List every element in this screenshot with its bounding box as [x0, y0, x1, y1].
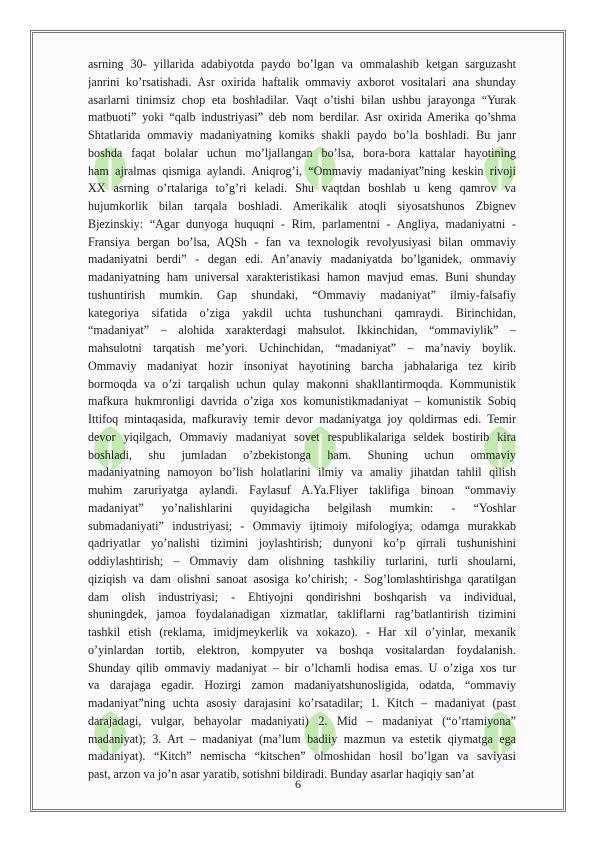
- text-line: dam olish industriyasi; - Ehtiyojni qondirishni boshqarish va individual,: [88, 589, 516, 604]
- text-line: oddiylashtirish; – Ommaviy dam olishning tashkiliy turlarini, turli shoularni,: [88, 554, 516, 568]
- text-line: Ommaviy madaniyat hozir insoniyat hayotining barcha jabhalariga tez kirib: [88, 358, 516, 373]
- text-line: submadaniyati” industriyasi; - Ommaviy ijtimoiy mifologiya; odamga murakkab: [88, 518, 516, 533]
- text-line: asrning 30- yillarida adabiyotda paydo bo’lgan va ommalashib ketgan sarguzasht: [88, 57, 516, 71]
- text-line: tushuntirish mumkin. Gap shundaki, “Ommaviy madaniyat” ilmiy-falsafiy: [88, 287, 516, 302]
- text-line: qiziqish va dam olishni sanoat asosiga ko’chirish; - Sog’lomlashtirishga qaratilgan: [88, 571, 516, 586]
- text-line: hujumkorlik bilan tarqala boshladi. Amerikalik atoqli siyosatshunos Zbignev: [88, 199, 516, 213]
- text-line: madaniyatning ham universal xarakteristikasi hamon mavjud emas. Buni shunday: [88, 270, 516, 284]
- text-line: Fransiya bergan bo’lsa, AQSh - fan va texnologik revolyusiyasi bilan ommaviy: [88, 234, 516, 249]
- text-line: madaniyat); 3. Art – madaniyat (ma’lum badiiy mazmun va estetik qiymatga ega: [88, 731, 516, 746]
- text-line: shuningdek, jamoa foydalanadigan xizmatlar, takliflarni rag’batlantirish tizimini: [88, 607, 516, 622]
- text-line: darajadagi, vulgar, behayolar madaniyati) 2. Mid – madaniyat (“o’rtamiyona”: [88, 713, 516, 728]
- text-line: boshladi, shu jumladan o’zbekistonga ham. Shuning uchun ommaviy: [88, 447, 516, 462]
- text-line: madaniyat). “Kitch” nemischa “kitschen” olmoshidan hosil bo’lgan va saviyasi: [88, 749, 516, 764]
- text-line: va darajaga egadir. Hozirgi zamon madaniyatshunosligida, odatda, “ommaviy: [88, 678, 516, 693]
- text-line: asarlarni tinimsiz chop eta boshladilar. Vaqt o’tishi bilan ushbu jarayonga “Yurak: [88, 92, 516, 107]
- text-line: tashkil etish (reklama, imidjmeykerlik va xokazo). - Har xil o’yinlar, mexanik: [88, 625, 516, 639]
- page-number: 6: [295, 777, 301, 791]
- text-line: janrini ko’rsatishadi. Asr oxirida haftalik ommaviy axborot vositalari ana shunday: [88, 74, 516, 89]
- text-line: qadriyatlar yo’nalishi tizimini joylashtirish; dunyoni ko’p qirrali tushunishini: [88, 536, 516, 551]
- text-line: Shtatlarida ommaviy madaniyatning komiks shakli paydo bo’la boshladi. Bu janr: [88, 128, 516, 142]
- text-line: boshda faqat bolalar uchun mo’ljallangan bo’lsa, bora-bora kattalar hayotining: [88, 145, 516, 160]
- text-line: mafkura hukmronligi davrida o’ziga xos komunistikmadaniyat – komunistik Sobiq: [88, 394, 516, 409]
- body-text: [88, 56, 516, 784]
- text-line: Shunday qilib ommaviy madaniyat – bir o’lchamli hodisa emas. U o’ziga xos tur: [88, 660, 516, 675]
- text-line: o’yinlardan tortib, elektron, kompyuter va boshqa vositalardan foydalanish.: [88, 642, 516, 657]
- text-line: devor yiqilgach, Ommaviy madaniyat sovet respublikalariga seldek bostirib kira: [88, 429, 516, 444]
- text-line: muhim zaruriyatga aylandi. Faylasuf A.Ya.Fliyer taklifiga binoan “ommaviy: [88, 483, 516, 497]
- text-line: “madaniyat” – alohida xarakterdagi mahsulot. Ikkinchidan, “ommaviylik” –: [88, 323, 516, 338]
- text-line: ham ajralmas qismiga aylandi. Aniqrog’i, “Ommaviy madaniyat”ning keskin rivoji: [88, 163, 516, 178]
- text-line: XX asrning o’rtalariga to’g’ri keladi. Shu vaqtdan boshlab u keng qamrov va: [88, 181, 516, 196]
- text-line: mahsulotni tarqatish me’yori. Uchinchidan, “madaniyat” – ma’naviy boylik.: [88, 341, 516, 355]
- text-line: bormoqda va o’zi tarqalish uchun qulay makonni shakllantirmoqda. Kommunistik: [88, 376, 516, 391]
- text-line: madaniyatni berdi” - degan edi. An’anaviy madaniyatda bo’lganidek, ommaviy: [88, 252, 516, 267]
- text-line: matbuoti” yoki “qalb industriyasi” deb nom berdilar. Asr oxirida Amerika qo’shma: [88, 110, 516, 125]
- text-line: madaniyatning namoyon bo’lish holatlarini ilmiy va amaliy jihatdan tahlil qilish: [88, 465, 516, 480]
- text-line: madaniyat” yo’nalishlarini quyidagicha belgilash mumkin: - “Yoshlar: [88, 500, 516, 515]
- text-line: past, arzon va jo’n asar yaratib, sotishni bildiradi. Bunday asarlar haqiqiy san’at: [88, 767, 475, 781]
- text-line: madaniyat”ning uchta asosiy darajasini ko’rsatadilar; 1. Kitch – madaniyat (past: [88, 696, 516, 710]
- text-line: kategoriya sifatida o’ziga yakdil uchta tushunchani qamraydi. Birinchidan,: [88, 305, 516, 320]
- text-line: Ittifoq mintaqasida, mafkuraviy temir devor madaniyatga joy qoldirmas edi. Temir: [88, 412, 516, 426]
- text-line: Bjezinskiy: “Agar dunyoga huquqni - Rim, parlamentni - Angliya, madaniyatni -: [88, 216, 516, 231]
